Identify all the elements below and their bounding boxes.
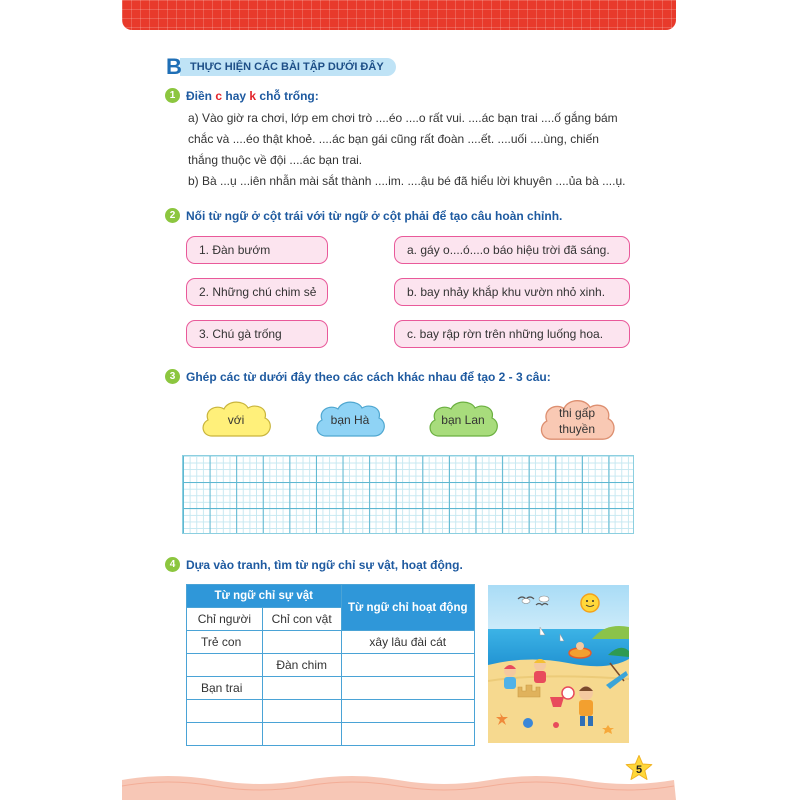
match-left-1[interactable]: 1. Đàn bướm [186, 236, 328, 264]
writing-grid[interactable] [182, 455, 634, 534]
table-cell[interactable]: Trẻ con [187, 631, 263, 654]
word-cloud-4[interactable] [536, 396, 618, 446]
exercise-number-4: 4 [165, 557, 180, 572]
word-cloud-text-4: thi gấp thuyền [558, 406, 596, 436]
table-cell[interactable]: xây lâu đài cát [341, 631, 474, 654]
word-cloud-text-2: bạn Hà [330, 413, 370, 427]
exercise-2-title: Nối từ ngữ ở cột trái với từ ngữ ở cột phải để tạo câu hoàn chỉnh. [186, 209, 563, 223]
header-animals: Chỉ con vật [262, 608, 341, 631]
exercise-number-1: 1 [165, 88, 180, 103]
match-left-2[interactable]: 2. Những chú chim sẻ [186, 278, 328, 306]
section-header [166, 55, 396, 79]
word-cloud-3[interactable] [424, 398, 502, 442]
header-people: Chỉ người [187, 608, 263, 631]
table-cell[interactable] [262, 700, 341, 723]
page-number: 5 [635, 764, 643, 776]
beach-illustration [488, 585, 629, 743]
exercise-3-title: Ghép các từ dưới đây theo các cách khác nhau để tạo 2 - 3 câu: [186, 370, 551, 384]
letter-k: k [249, 89, 257, 103]
table-cell[interactable]: Bạn trai [187, 677, 263, 700]
word-cloud-text-1: với [227, 413, 245, 427]
exercise-1-title: Điền c hay k chỗ trống: [186, 89, 319, 103]
table-cell[interactable] [187, 700, 263, 723]
table-cell[interactable] [341, 723, 474, 746]
header-actions: Từ ngữ chỉ hoạt động [341, 585, 474, 631]
section-letter: B [166, 54, 182, 79]
table-cell[interactable] [341, 654, 474, 677]
match-left-3[interactable]: 3. Chú gà trống [186, 320, 328, 348]
word-cloud-text-3: bạn Lan [441, 413, 485, 427]
table-row [187, 631, 475, 654]
word-cloud-2[interactable] [312, 398, 388, 442]
table-cell[interactable] [187, 654, 263, 677]
table-row [187, 700, 475, 723]
word-cloud-1[interactable] [198, 398, 274, 442]
table-cell[interactable] [262, 677, 341, 700]
section-title: THỰC HIỆN CÁC BÀI TẬP DƯỚI ĐÂY [180, 58, 396, 76]
exercise-1-line-a3: thắng thuộc về đội ....ác bạn trai. [188, 153, 363, 167]
exercise-number-2: 2 [165, 208, 180, 223]
vocabulary-table [186, 584, 475, 746]
table-cell[interactable] [262, 723, 341, 746]
table-row [187, 677, 475, 700]
table-cell[interactable]: Đàn chim [262, 654, 341, 677]
beach-scene-icon [488, 585, 629, 743]
exercise-1-line-a1: a) Vào giờ ra chơi, lớp em chơi trò ....éo ....o rất vui. ....ác bạn trai ....ố gắng bám [188, 111, 618, 125]
exercise-1-line-b: b) Bà ...ụ ...iên nhẫn mài sắt thành ....im. ....ậu bé đã hiểu lời khuyên ....ủa bà ....ụ. [188, 174, 626, 188]
table-cell[interactable] [341, 700, 474, 723]
table-cell[interactable] [187, 723, 263, 746]
top-decorative-band [122, 0, 676, 30]
header-objects: Từ ngữ chỉ sự vật [187, 585, 342, 608]
exercise-4-title: Dựa vào tranh, tìm từ ngữ chỉ sự vật, hoạt động. [186, 558, 463, 572]
table-row [187, 654, 475, 677]
match-right-c[interactable]: c. bay rập rờn trên những luống hoa. [394, 320, 630, 348]
table-cell[interactable] [341, 677, 474, 700]
exercise-number-3: 3 [165, 369, 180, 384]
match-right-a[interactable]: a. gáy o....ó....o báo hiệu trời đã sáng. [394, 236, 630, 264]
letter-c: c [215, 89, 223, 103]
table-row [187, 723, 475, 746]
bottom-decorative-band [122, 772, 676, 800]
match-right-b[interactable]: b. bay nhảy khắp khu vườn nhỏ xinh. [394, 278, 630, 306]
exercise-1-line-a2: chắc và ....éo thật khoẻ. ....ác bạn gái cũng rất đoàn ....ết. ....uối ....ùng, chiến [188, 132, 599, 146]
table-cell[interactable] [262, 631, 341, 654]
